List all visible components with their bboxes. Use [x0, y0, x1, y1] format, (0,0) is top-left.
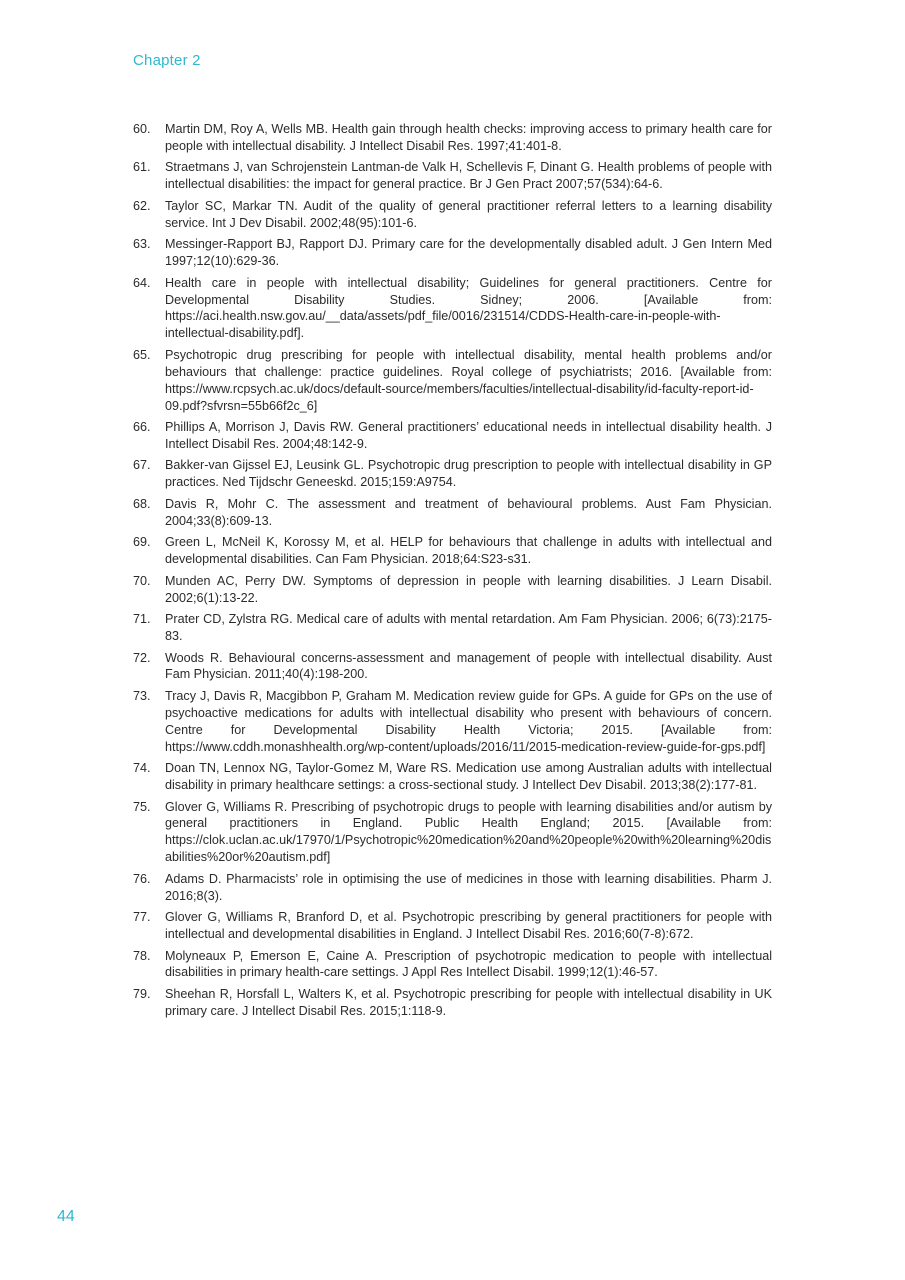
reference-text: Woods R. Behavioural concerns-assessment and management of people with intellectual disability. Aust Fam Physician. 2011;40(4):198-200. — [165, 650, 772, 682]
reference-item — [133, 611, 772, 645]
reference-text: Davis R, Mohr C. The assessment and treatment of behavioural problems. Aust Fam Physician. 2004;33(8):609-13. — [165, 496, 772, 528]
reference-text: Prater CD, Zylstra RG. Medical care of adults with mental retardation. Am Fam Physician. 2006; 6(73):2175-83. — [165, 612, 772, 643]
reference-number: 74. — [133, 761, 151, 776]
reference-item — [133, 871, 772, 905]
reference-item — [133, 121, 772, 155]
reference-number: 61. — [133, 160, 151, 175]
reference-item — [133, 688, 772, 756]
reference-item — [133, 650, 772, 684]
reference-item — [133, 347, 772, 415]
reference-text: Martin DM, Roy A, Wells MB. Health gain through health checks: improving access to primary health care for people with intellectual disability. J Intellect Disabil Res. 1997;41:401-8. — [165, 122, 772, 153]
page-number: 44 — [57, 1208, 75, 1225]
reference-item — [133, 534, 772, 568]
reference-text: Adams D. Pharmacists’ role in optimising the use of medicines in those with learning disabilities. Pharm J. 2016;8(3). — [165, 871, 772, 903]
reference-text: Munden AC, Perry DW. Symptoms of depression in people with learning disabilities. J Learn Disabil. 2002;6(1):13-22. — [165, 573, 772, 605]
reference-number: 65. — [133, 347, 151, 362]
reference-item — [133, 799, 772, 867]
reference-item — [133, 948, 772, 982]
reference-text: Taylor SC, Markar TN. Audit of the quality of general practitioner referral letters to a learning disability service. Int J Dev Disabil. 2002;48(95):101-6. — [165, 198, 772, 230]
reference-number: 73. — [133, 688, 151, 703]
reference-item — [133, 760, 772, 794]
reference-number: 71. — [133, 612, 151, 627]
reference-number: 75. — [133, 799, 151, 814]
reference-text: Phillips A, Morrison J, Davis RW. General practitioners’ educational needs in intellectual disability health. J Intellect Disabil Res. 2004;48:142-9. — [165, 420, 772, 451]
reference-item — [133, 275, 772, 343]
reference-text: Bakker-van Gijssel EJ, Leusink GL. Psychotropic drug prescription to people with intellectual disability in GP practices. Ned Tijdschr Geneeskd. 2015;159:A9754. — [165, 458, 772, 490]
reference-number: 62. — [133, 198, 151, 213]
reference-text: Green L, McNeil K, Korossy M, et al. HELP for behaviours that challenge in adults with intellectual and developmental disabilities. Can Fam Physician. 2018;64:S23-s31. — [165, 535, 772, 567]
reference-number: 67. — [133, 458, 151, 473]
reference-number: 77. — [133, 910, 151, 925]
reference-item — [133, 419, 772, 453]
reference-item — [133, 198, 772, 232]
chapter-header: Chapter 2 — [133, 52, 201, 69]
reference-number: 64. — [133, 275, 151, 290]
reference-number: 78. — [133, 948, 151, 963]
reference-number: 68. — [133, 496, 151, 511]
reference-text: Molyneaux P, Emerson E, Caine A. Prescription of psychotropic medication to people with intellectual disabilities in primary health-care settings. J Appl Res Intellect Disabil. 1999;12(1):46-57. — [165, 948, 772, 980]
reference-item — [133, 159, 772, 193]
reference-number: 69. — [133, 535, 151, 550]
reference-list — [133, 121, 772, 1024]
reference-number: 72. — [133, 650, 151, 665]
reference-text: Doan TN, Lennox NG, Taylor-Gomez M, Ware RS. Medication use among Australian adults with intellectual disability in primary healthcare settings: a cross-sectional study. J Intellect Dev Disabil. 2013;38(2):177-81. — [165, 761, 772, 793]
reference-item — [133, 573, 772, 607]
reference-text: Health care in people with intellectual disability; Guidelines for general practitioners. Centre for Developmental Disability Studies. Sidney; 2006. [Available from: https://aci.health.nsw.gov.au/__data/assets/pdf_file/0016/231514/CDDS-Health-care-in-people-with-intellectual-disability.pdf]. — [165, 275, 772, 341]
reference-number: 63. — [133, 237, 151, 252]
reference-item — [133, 457, 772, 491]
reference-text: Glover G, Williams R, Branford D, et al. Psychotropic prescribing by general practitioners for people with intellectual and developmental disabilities in England. J Intellect Disabil Res. 2016;60(7-8):672. — [165, 910, 772, 942]
reference-number: 66. — [133, 420, 151, 435]
reference-number: 70. — [133, 573, 151, 588]
reference-text: Sheehan R, Horsfall L, Walters K, et al. Psychotropic prescribing for people with intellectual disability in UK primary care. J Intellect Disabil Res. 2015;1:118-9. — [165, 986, 772, 1018]
reference-number: 79. — [133, 986, 151, 1001]
reference-item — [133, 236, 772, 270]
reference-text: Messinger-Rapport BJ, Rapport DJ. Primary care for the developmentally disabled adult. J Gen Intern Med 1997;12(10):629-36. — [165, 237, 772, 269]
reference-number: 60. — [133, 122, 151, 136]
reference-text: Glover G, Williams R. Prescribing of psychotropic drugs to people with learning disabilities and/or autism by general practitioners in England. Public Health England; 2015. [Available from: https://clok.uclan.ac.uk/17970/1/Psychotropic%20medication%20and%20people%20with%20learning%20disabilities%20or%20autism.pdf] — [165, 799, 772, 865]
reference-text: Straetmans J, van Schrojenstein Lantman-de Valk H, Schellevis F, Dinant G. Health problems of people with intellectual disabilities: the impact for general practice. Br J Gen Pract 2007;57(534):64-6. — [165, 160, 772, 192]
reference-item — [133, 496, 772, 530]
reference-item — [133, 909, 772, 943]
reference-number: 76. — [133, 871, 151, 886]
reference-text: Tracy J, Davis R, Macgibbon P, Graham M. Medication review guide for GPs. A guide for GPs on the use of psychoactive medications for adults with intellectual disability who present with behaviours of concern. Centre for Developmental Disability Health Victoria; 2015. [Available from: https://www.cddh.monashhealth.org/wp-content/uploads/2016/11/2015-medication-review-guide-for-gps.pdf] — [165, 688, 772, 754]
reference-text: Psychotropic drug prescribing for people with intellectual disability, mental health problems and/or behaviours that challenge: practice guidelines. Royal college of psychiatrists; 2016. [Available from: https://www.rcpsych.ac.uk/docs/default-source/members/faculties/intellectual-disability/id-faculty-report-id-09.pdf?sfvrsn=55b66f2c_6] — [165, 347, 772, 413]
reference-item — [133, 986, 772, 1020]
